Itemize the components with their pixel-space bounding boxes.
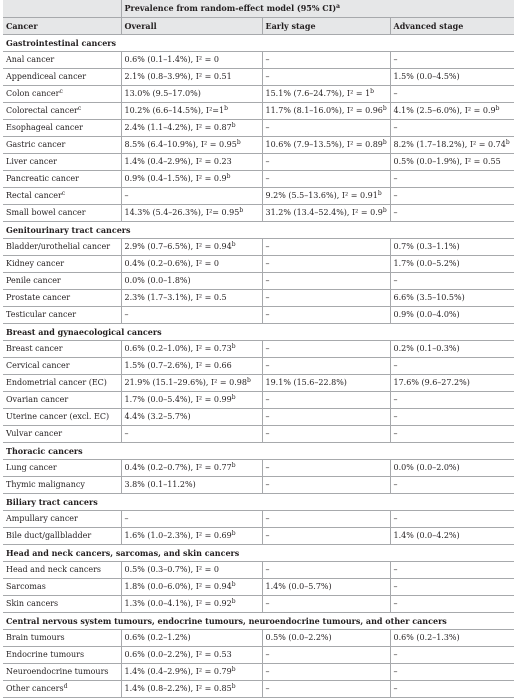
table-row — [3, 273, 514, 290]
early-stage-cell: – — [262, 307, 390, 324]
early-stage-cell: 11.7% (8.1–16.0%), I² = 0.96$^b$ — [262, 103, 390, 120]
early-stage-cell: – — [262, 664, 390, 681]
cancer-name-cell: Small bowel cancer — [3, 205, 121, 222]
overall-cell: 1.4% (0.8–2.2%), I² = 0.85$^b$ — [121, 681, 262, 698]
advanced-stage-cell: 4.1% (2.5–6.0%), I² = 0.9$^b$ — [390, 103, 514, 120]
section-title: Central nervous system tumours, endocrine tumours, neuroendocrine tumours, and other cancers — [3, 613, 514, 630]
table-row — [3, 290, 514, 307]
section-header-row — [3, 613, 514, 630]
cancer-name-cell: Bladder/urothelial cancer — [3, 239, 121, 256]
cancer-name-cell: Ampullary cancer — [3, 511, 121, 528]
overall-cell: 1.6% (1.0–2.3%), I² = 0.69$^b$ — [121, 528, 262, 545]
early-stage-cell: – — [262, 239, 390, 256]
cancer-name-cell: Liver cancer — [3, 154, 121, 171]
overall-cell: – — [121, 307, 262, 324]
section-header-row — [3, 35, 514, 52]
advanced-stage-cell: 0.2% (0.1–0.3%) — [390, 341, 514, 358]
early-stage-cell: 10.6% (7.9–13.5%), I² = 0.89$^b$ — [262, 137, 390, 154]
table-row — [3, 188, 514, 205]
table-row — [3, 596, 514, 613]
table-row — [3, 154, 514, 171]
section-header-row — [3, 222, 514, 239]
early-stage-cell: – — [262, 596, 390, 613]
overall-cell: 1.5% (0.7–2.6%), I² = 0.66 — [121, 358, 262, 375]
table-row — [3, 239, 514, 256]
advanced-stage-cell: 1.7% (0.0–5.2%) — [390, 256, 514, 273]
early-stage-cell: – — [262, 511, 390, 528]
overall-cell: 10.2% (6.6–14.5%), $I^2=1^b$ — [121, 103, 262, 120]
early-stage-cell: – — [262, 528, 390, 545]
table-row — [3, 52, 514, 69]
advanced-stage-cell: 1.5% (0.0–4.5%) — [390, 69, 514, 86]
table-row — [3, 511, 514, 528]
overall-cell: 0.0% (0.0–1.8%) — [121, 273, 262, 290]
table-row — [3, 460, 514, 477]
table-row — [3, 426, 514, 443]
overall-cell: 13.0% (9.5–17.0%) — [121, 86, 262, 103]
advanced-stage-cell: – — [390, 681, 514, 698]
section-header-row — [3, 443, 514, 460]
table-row — [3, 358, 514, 375]
advanced-stage-cell: – — [390, 511, 514, 528]
table-row — [3, 562, 514, 579]
table-row — [3, 409, 514, 426]
table-row — [3, 664, 514, 681]
table-row — [3, 375, 514, 392]
table-row — [3, 528, 514, 545]
advanced-stage-cell: 0.7% (0.3–1.1%) — [390, 239, 514, 256]
section-header-row — [3, 324, 514, 341]
advanced-stage-cell: – — [390, 409, 514, 426]
cancer-name-cell: Testicular cancer — [3, 307, 121, 324]
overall-cell: 0.6% (0.0–2.2%), I² = 0.53 — [121, 647, 262, 664]
advanced-stage-cell: 0.5% (0.0–1.9%), I² = 0.55 — [390, 154, 514, 171]
section-title: Thoracic cancers — [3, 443, 514, 460]
advanced-stage-cell: – — [390, 426, 514, 443]
overall-cell: 2.1% (0.8–3.9%), I² = 0.51 — [121, 69, 262, 86]
advanced-stage-cell: – — [390, 86, 514, 103]
table-row — [3, 307, 514, 324]
section-title: Biliary tract cancers — [3, 494, 514, 511]
table-row — [3, 86, 514, 103]
table-row — [3, 69, 514, 86]
early-stage-cell: 19.1% (15.6–22.8%) — [262, 375, 390, 392]
early-stage-cell: 9.2% (5.5–13.6%), I² = 0.91$^b$ — [262, 188, 390, 205]
overall-cell: 4.4% (3.2–5.7%) — [121, 409, 262, 426]
table-row — [3, 137, 514, 154]
advanced-stage-cell: – — [390, 664, 514, 681]
cancer-name-cell: Sarcomas — [3, 579, 121, 596]
overall-cell: 21.9% (15.1–29.6%), I² = 0.98$^b$ — [121, 375, 262, 392]
early-stage-cell: 15.1% (7.6–24.7%), $I^2 = 1^b$ — [262, 86, 390, 103]
section-title: Genitourinary tract cancers — [3, 222, 514, 239]
overall-cell: 0.6% (0.2–1.0%), I² = 0.73$^b$ — [121, 341, 262, 358]
early-stage-cell: – — [262, 409, 390, 426]
early-stage-cell: 31.2% (13.4–52.4%), I² = 0.9$^b$ — [262, 205, 390, 222]
early-stage-cell: – — [262, 562, 390, 579]
advanced-stage-cell: 8.2% (1.7–18.2%), I² = 0.74$^b$ — [390, 137, 514, 154]
table-row — [3, 681, 514, 698]
overall-cell: 2.9% (0.7–6.5%), I² = 0.94$^b$ — [121, 239, 262, 256]
section-title: Breast and gynaecological cancers — [3, 324, 514, 341]
table-row — [3, 392, 514, 409]
cancer-name-cell: Penile cancer — [3, 273, 121, 290]
cancer-name-cell: Appendiceal cancer — [3, 69, 121, 86]
section-title: Head and neck cancers, sarcomas, and skin cancers — [3, 545, 514, 562]
advanced-stage-cell: 1.4% (0.0–4.2%) — [390, 528, 514, 545]
early-stage-cell: – — [262, 171, 390, 188]
cancer-name-cell: Neuroendocrine tumours — [3, 664, 121, 681]
overall-cell: – — [121, 188, 262, 205]
advanced-stage-cell: – — [390, 358, 514, 375]
table-row — [3, 120, 514, 137]
cancer-name-cell: Breast cancer — [3, 341, 121, 358]
early-stage-cell: – — [262, 290, 390, 307]
advanced-stage-cell: 17.6% (9.6–27.2%) — [390, 375, 514, 392]
table-row — [3, 341, 514, 358]
cancer-name-cell: Rectal cancer$^c$ — [3, 188, 121, 205]
table-row — [3, 630, 514, 647]
overall-cell: 8.5% (6.4–10.9%), I² = 0.95$^b$ — [121, 137, 262, 154]
advanced-stage-cell: – — [390, 188, 514, 205]
advanced-stage-cell: – — [390, 171, 514, 188]
header-early-stage: Early stage — [262, 18, 390, 35]
table-row — [3, 256, 514, 273]
advanced-stage-cell: – — [390, 579, 514, 596]
early-stage-cell: – — [262, 69, 390, 86]
cancer-name-cell: Thymic malignancy — [3, 477, 121, 494]
cancer-name-cell: Pancreatic cancer — [3, 171, 121, 188]
overall-cell: 0.9% (0.4–1.5%), I² = 0.9$^b$ — [121, 171, 262, 188]
cancer-name-cell: Vulvar cancer — [3, 426, 121, 443]
overall-cell: 0.5% (0.3–0.7%), I² = 0 — [121, 562, 262, 579]
cancer-name-cell: Kidney cancer — [3, 256, 121, 273]
advanced-stage-cell: – — [390, 120, 514, 137]
advanced-stage-cell: – — [390, 596, 514, 613]
overall-cell: 2.4% (1.1–4.2%), I² = 0.87$^b$ — [121, 120, 262, 137]
table-row — [3, 477, 514, 494]
table-row — [3, 171, 514, 188]
cancer-name-cell: Lung cancer — [3, 460, 121, 477]
early-stage-cell: – — [262, 647, 390, 664]
advanced-stage-cell: – — [390, 392, 514, 409]
section-header-row — [3, 545, 514, 562]
prevalence-table-container — [3, 0, 514, 698]
advanced-stage-cell: – — [390, 273, 514, 290]
cancer-name-cell: Head and neck cancers — [3, 562, 121, 579]
cancer-name-cell: Anal cancer — [3, 52, 121, 69]
table-row — [3, 103, 514, 120]
overall-cell: 1.8% (0.0–6.0%), I² = 0.94$^b$ — [121, 579, 262, 596]
overall-cell: 0.4% (0.2–0.7%), I² = 0.77$^b$ — [121, 460, 262, 477]
cancer-name-cell: Cervical cancer — [3, 358, 121, 375]
early-stage-cell: – — [262, 273, 390, 290]
early-stage-cell: – — [262, 681, 390, 698]
advanced-stage-cell: 0.6% (0.2–1.3%) — [390, 630, 514, 647]
cancer-name-cell: Uterine cancer (excl. EC) — [3, 409, 121, 426]
table-row — [3, 579, 514, 596]
early-stage-cell: – — [262, 426, 390, 443]
overall-cell: – — [121, 426, 262, 443]
table-body — [3, 35, 514, 698]
cancer-name-cell: Esophageal cancer — [3, 120, 121, 137]
advanced-stage-cell: 6.6% (3.5–10.5%) — [390, 290, 514, 307]
cancer-name-cell: Endometrial cancer (EC) — [3, 375, 121, 392]
section-header-row — [3, 494, 514, 511]
overall-cell: 0.6% (0.2–1.2%) — [121, 630, 262, 647]
cancer-name-cell: Brain tumours — [3, 630, 121, 647]
advanced-stage-cell: – — [390, 647, 514, 664]
early-stage-cell: 0.5% (0.0–2.2%) — [262, 630, 390, 647]
header-prevalence-label: Prevalence from random-effect model (95% CI)$^a$ — [121, 0, 514, 18]
overall-cell: 3.8% (0.1–11.2%) — [121, 477, 262, 494]
overall-cell: 0.6% (0.1–1.4%), I² = 0 — [121, 52, 262, 69]
overall-cell: 1.4% (0.4–2.9%), I² = 0.79$^b$ — [121, 664, 262, 681]
cancer-name-cell: Bile duct/gallbladder — [3, 528, 121, 545]
header-cancer: Cancer — [3, 18, 121, 35]
advanced-stage-cell: 0.9% (0.0–4.0%) — [390, 307, 514, 324]
advanced-stage-cell: – — [390, 562, 514, 579]
cancer-name-cell: Gastric cancer — [3, 137, 121, 154]
overall-cell: 1.3% (0.0–4.1%), I² = 0.92$^b$ — [121, 596, 262, 613]
early-stage-cell: – — [262, 358, 390, 375]
table-header-row-top — [3, 0, 514, 18]
advanced-stage-cell: – — [390, 205, 514, 222]
early-stage-cell: – — [262, 120, 390, 137]
cancer-name-cell: Endocrine tumours — [3, 647, 121, 664]
overall-cell: 0.4% (0.2–0.6%), I² = 0 — [121, 256, 262, 273]
table-header-row — [3, 18, 514, 35]
cancer-name-cell: Ovarian cancer — [3, 392, 121, 409]
early-stage-cell: – — [262, 460, 390, 477]
table-row — [3, 205, 514, 222]
cancer-name-cell: Skin cancers — [3, 596, 121, 613]
cancer-name-cell: Colorectal cancer$^c$ — [3, 103, 121, 120]
early-stage-cell: – — [262, 256, 390, 273]
advanced-stage-cell: – — [390, 52, 514, 69]
advanced-stage-cell: 0.0% (0.0–2.0%) — [390, 460, 514, 477]
header-empty-cell — [3, 0, 121, 18]
early-stage-cell: – — [262, 341, 390, 358]
overall-cell: 14.3% (5.4–26.3%), I²= 0.95$^b$ — [121, 205, 262, 222]
cancer-name-cell: Other cancers$^d$ — [3, 681, 121, 698]
early-stage-cell: – — [262, 52, 390, 69]
overall-cell: – — [121, 511, 262, 528]
prevalence-table — [3, 0, 514, 698]
header-overall: Overall — [121, 18, 262, 35]
cancer-name-cell: Colon cancer$^c$ — [3, 86, 121, 103]
early-stage-cell: – — [262, 154, 390, 171]
early-stage-cell: – — [262, 392, 390, 409]
early-stage-cell: 1.4% (0.0–5.7%) — [262, 579, 390, 596]
cancer-name-cell: Prostate cancer — [3, 290, 121, 307]
overall-cell: 1.7% (0.0–5.4%), I² = 0.99$^b$ — [121, 392, 262, 409]
header-advanced-stage: Advanced stage — [390, 18, 514, 35]
table-row — [3, 647, 514, 664]
advanced-stage-cell: – — [390, 477, 514, 494]
overall-cell: 1.4% (0.4–2.9%), I² = 0.23 — [121, 154, 262, 171]
early-stage-cell: – — [262, 477, 390, 494]
overall-cell: 2.3% (1.7–3.1%), I² = 0.5 — [121, 290, 262, 307]
section-title: Gastrointestinal cancers — [3, 35, 514, 52]
